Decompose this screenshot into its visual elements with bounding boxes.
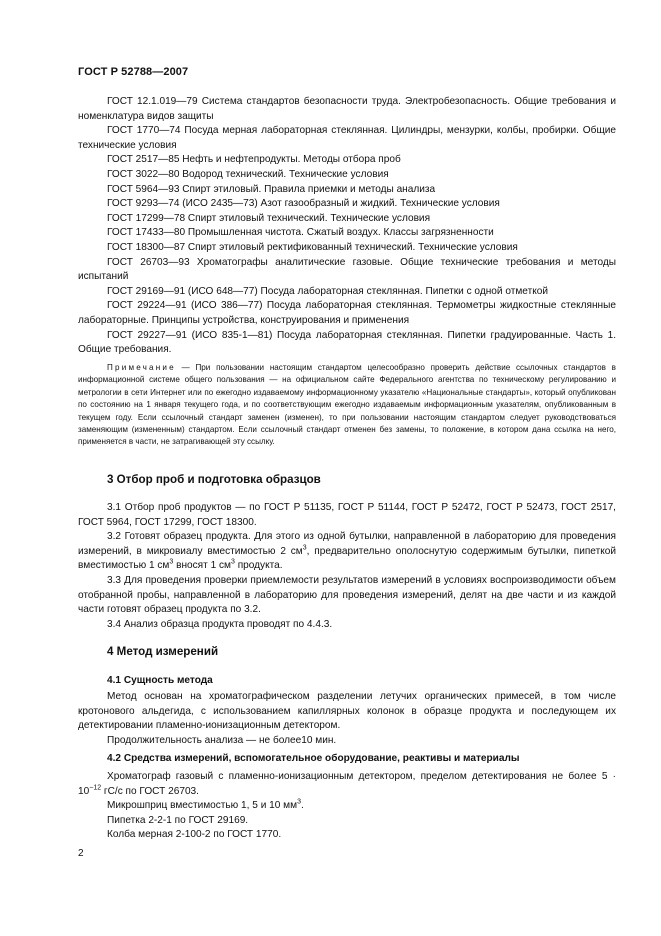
superscript: 3	[302, 544, 307, 552]
paragraph-3-2	[78, 530, 616, 574]
reference-item: ГОСТ 12.1.019—79 Система стандартов безопасности труда. Электробезопасность. Общие требования и номенклатура видов защиты	[78, 96, 616, 122]
text-run: вносят 1 см	[173, 560, 231, 572]
paragraph-microsyringe	[78, 799, 616, 814]
reference-item: ГОСТ 29224—91 (ИСО 386—77) Посуда лабораторная стеклянная. Термометры жидкостные стеклянные лабораторные. Принципы устройства, конструирования и применения	[78, 300, 616, 326]
text-run: .	[300, 800, 304, 812]
reference-item: ГОСТ 29169—91 (ИСО 648—77) Посуда лабораторная стеклянная. Пипетки с одной отметкой	[107, 285, 548, 297]
paragraph-3-1: 3.1 Отбор проб продуктов — по ГОСТ Р 51135, ГОСТ Р 51144, ГОСТ Р 52472, ГОСТ Р 52473, ГОСТ 2517, ГОСТ 5964, ГОСТ 17299, ГОСТ 18300.	[78, 502, 616, 528]
reference-item: ГОСТ 18300—87 Спирт этиловый ректификованный технический. Технические условия	[107, 241, 518, 253]
reference-item: ГОСТ 26703—93 Хроматографы аналитические газовые. Общие технические требования и методы испытаний	[78, 256, 616, 283]
paragraph-3-4: 3.4 Анализ образца продукта проводят по 4.4.3.	[107, 618, 333, 630]
text-run: продукта.	[234, 560, 283, 572]
paragraph-pipette: Пипетка 2-2-1 по ГОСТ 29169.	[107, 814, 249, 826]
section-4-2-body	[78, 770, 616, 843]
section-4-heading: 4 Метод измерений	[107, 645, 219, 658]
note-paragraph	[78, 362, 616, 449]
note-block	[78, 362, 616, 449]
reference-item: ГОСТ 2517—85 Нефть и нефтепродукты. Методы отбора проб	[107, 154, 401, 166]
text-run: Хроматограф газовый с пламенно-ионизационным детектором, пределом детектирования не более 5 · 10	[78, 771, 616, 797]
reference-item: ГОСТ 3022—80 Водород технический. Технические условия	[107, 168, 389, 180]
subsection-4-2-heading: 4.2 Средства измерений, вспомогательное оборудование, реактивы и материалы	[107, 753, 520, 764]
text-run: 3.2 Готовят образец продукта. Для этого из одной бутылки, направленной в лабораторию для проведения измерений, в микровиалу вместимостью 2 см	[78, 531, 616, 557]
paragraph-chromatograph	[78, 770, 616, 799]
note-label: Примечание	[107, 363, 176, 372]
normative-references-list	[78, 95, 616, 358]
note-text: — При пользовании настоящим стандартом целесообразно проверить действие ссылочных стандартов в информационной системе общего пользования — на официальном сайте Федерального агентства по техническому регулированию и метрологии в сети Интернет или по ежегодно издаваемому информационному указателю «Национальные стандарты», который опубликован по состоянию на 1 января текущего года, и по соответствующим ежегодно издаваемым информационным указателям, опубликованным в текущем году. Если ссылочный стандарт заменен (изменен), то при пользовании настоящим стандартом следует руководствоваться заменяющим (измененным) стандартом. Если ссылочный стандарт отменен без замены, то положение, в котором дана ссылка на него, применяется в части, не затрагивающей эту ссылку.	[78, 363, 616, 447]
superscript: 3	[297, 798, 301, 806]
reference-item: ГОСТ 17433—80 Промышленная чистота. Сжатый воздух. Классы загрязненности	[107, 227, 494, 239]
subsection-4-1-heading: 4.1 Сущность метода	[107, 675, 213, 686]
superscript: 3	[169, 559, 174, 567]
section-3-heading: 3 Отбор проб и подготовка образцов	[107, 473, 321, 486]
text-run: гС/с по ГОСТ 26703.	[101, 785, 199, 797]
text-run: , предварительно ополоснутую содержимым бутылки, пипеткой вместимостью 1 см	[78, 545, 616, 572]
reference-item: ГОСТ 29227—91 (ИСО 835-1—81) Посуда лабораторная стеклянная. Пипетки градуированные. Часть 1. Общие требования.	[78, 329, 616, 356]
text-run: Микрошприц вместимостью 1, 5 и 10 мм	[107, 800, 298, 812]
paragraph-4-1-duration: Продолжительность анализа — не более10 мин.	[107, 734, 337, 746]
reference-item: ГОСТ 1770—74 Посуда мерная лабораторная стеклянная. Цилиндры, мензурки, колбы, пробирки. Общие технические условия	[78, 125, 616, 151]
reference-item: ГОСТ 9293—74 (ИСО 2435—73) Азот газообразный и жидкий. Технические условия	[107, 198, 500, 210]
reference-item: ГОСТ 17299—78 Спирт этиловый технический. Технические условия	[107, 212, 431, 224]
superscript: −12	[89, 784, 102, 792]
superscript: 3	[230, 559, 235, 567]
paragraph-4-1: Метод основан на хроматографическом разделении летучих органических примесей, в том числе кротонового альдегида, с использованием капиллярных колонок в образце продукта и последующем их детектировании пламенно-ионизационным детектором.	[78, 691, 616, 732]
section-4-1-body	[78, 690, 616, 748]
section-3-body	[78, 501, 616, 632]
paragraph-flask: Колба мерная 2-100-2 по ГОСТ 1770.	[107, 829, 282, 841]
paragraph-3-3: 3.3 Для проведения проверки приемлемости результатов измерений в условиях воспроизводимости объем отобранной пробы, направленной в лабораторию для проведения измерений, делят на две части и из каждой части готовят образец продукта по 3.2.	[78, 574, 616, 616]
reference-item: ГОСТ 5964—93 Спирт этиловый. Правила приемки и методы анализа	[107, 183, 436, 195]
page-header: ГОСТ Р 52788—2007	[78, 66, 189, 78]
page-number: 2	[78, 848, 84, 859]
